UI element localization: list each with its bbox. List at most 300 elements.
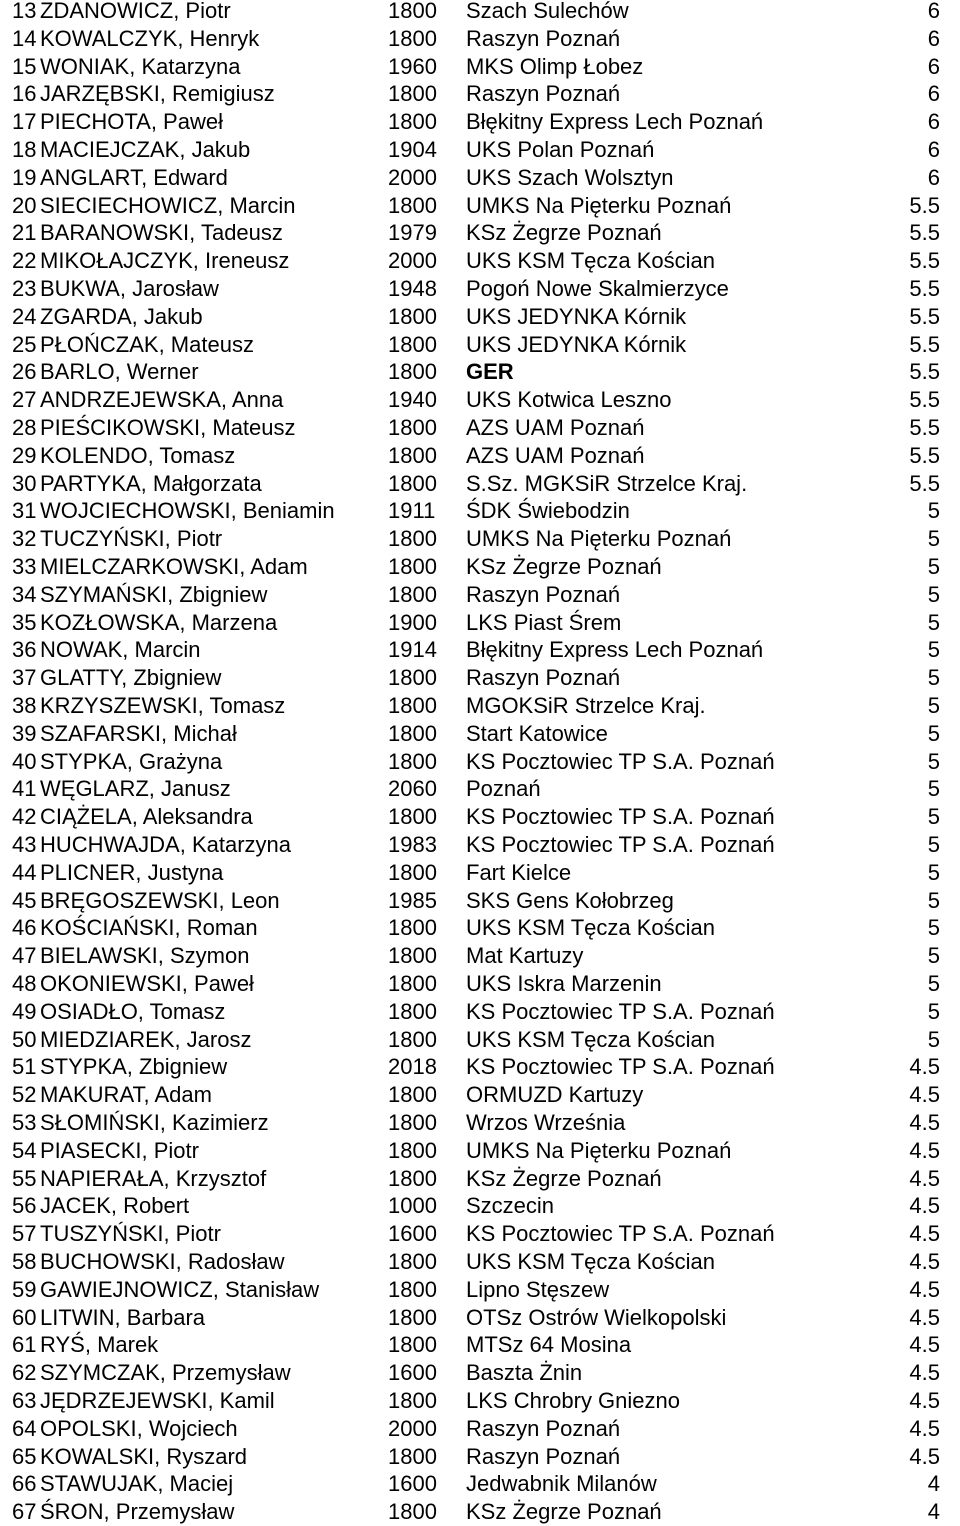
table-row [0, 887, 960, 915]
club-cell: LKS Piast Śrem [466, 609, 622, 635]
table-row [0, 1443, 960, 1471]
club-cell: MGOKSiR Strzelce Kraj. [466, 693, 706, 718]
rank-cell: 67 [12, 1499, 37, 1525]
player-name-cell: SZYMCZAK, Przemysław [40, 1360, 291, 1386]
points-cell: 4.5 [909, 1304, 940, 1330]
rating-cell: 1600 [388, 1221, 437, 1247]
points-cell: 4.5 [909, 1054, 940, 1080]
club-cell: UKS Kotwica Leszno [466, 387, 672, 413]
player-name-cell: MIELCZARKOWSKI, Adam [40, 554, 308, 579]
club-cell: Raszyn Poznań [466, 581, 621, 607]
player-name-cell: STYPKA, Grażyna [40, 748, 223, 774]
points-cell: 5 [927, 665, 940, 691]
points-cell: 4.5 [909, 1082, 940, 1108]
club-cell: Poznań [466, 776, 541, 802]
club-cell: OTSz Ostrów Wielkopolski [466, 1304, 727, 1330]
club-cell: Start Katowice [466, 720, 608, 746]
table-row [0, 470, 960, 498]
rank-cell: 46 [12, 915, 37, 941]
rating-cell: 1800 [388, 1110, 437, 1135]
rating-cell: 1985 [388, 887, 437, 913]
rating-cell: 1800 [388, 1137, 437, 1163]
points-cell: 4.5 [909, 1193, 940, 1219]
points-cell: 5.5 [909, 192, 940, 218]
club-cell: UKS Iskra Marzenin [466, 971, 662, 996]
club-cell: Mat Kartuzy [466, 943, 584, 969]
points-cell: 5.5 [909, 303, 940, 329]
table-row [0, 525, 960, 553]
player-name-cell: MIKOŁAJCZYK, Ireneusz [40, 248, 290, 274]
table-row [0, 775, 960, 803]
rank-cell: 14 [12, 25, 37, 51]
table-row [0, 358, 960, 386]
rating-cell: 2018 [388, 1054, 437, 1080]
club-cell: UKS JEDYNKA Kórnik [466, 303, 687, 329]
player-name-cell: CIĄŻELA, Aleksandra [40, 804, 253, 830]
table-row [0, 1415, 960, 1443]
table-row [0, 664, 960, 692]
rating-cell: 1800 [388, 720, 437, 746]
rank-cell: 40 [12, 748, 37, 774]
rating-cell: 1800 [388, 442, 437, 468]
rating-cell: 1800 [388, 1304, 437, 1330]
player-name-cell: BIELAWSKI, Szymon [40, 943, 250, 969]
points-cell: 5.5 [909, 248, 940, 274]
player-name-cell: OPOLSKI, Wojciech [40, 1415, 238, 1441]
points-cell: 6 [927, 25, 940, 51]
club-cell: Raszyn Poznań [466, 665, 621, 691]
club-cell: Raszyn Poznań [466, 25, 621, 51]
rank-cell: 20 [12, 192, 37, 218]
rank-cell: 51 [12, 1054, 37, 1080]
table-row [0, 1359, 960, 1387]
points-cell: 5 [927, 581, 940, 607]
points-cell: 4.5 [909, 1165, 940, 1191]
points-cell: 4.5 [909, 1415, 940, 1441]
rank-cell: 13 [12, 0, 37, 23]
table-row [0, 1470, 960, 1498]
points-cell: 5.5 [909, 276, 940, 301]
club-cell: GER [466, 359, 514, 385]
player-name-cell: BRĘGOSZEWSKI, Leon [40, 887, 280, 913]
points-cell: 5.5 [909, 442, 940, 468]
rating-cell: 1979 [388, 220, 437, 246]
table-row [0, 80, 960, 108]
player-name-cell: ZDANOWICZ, Piotr [40, 0, 231, 23]
club-cell: KS Pocztowiec TP S.A. Poznań [466, 998, 775, 1024]
points-cell: 5.5 [909, 331, 940, 357]
table-row [0, 1220, 960, 1248]
rank-cell: 62 [12, 1360, 37, 1386]
club-cell: KS Pocztowiec TP S.A. Poznań [466, 748, 775, 774]
club-cell: Lipno Stęszew [466, 1276, 610, 1302]
table-row [0, 1165, 960, 1193]
table-row [0, 442, 960, 470]
points-cell: 6 [927, 0, 940, 23]
table-row [0, 914, 960, 942]
table-row [0, 497, 960, 525]
club-cell: LKS Chrobry Gniezno [466, 1388, 680, 1413]
club-cell: SKS Gens Kołobrzeg [466, 887, 674, 913]
rating-cell: 2000 [388, 164, 437, 190]
rank-cell: 61 [12, 1332, 37, 1358]
rating-cell: 1800 [388, 192, 437, 218]
table-row [0, 859, 960, 887]
rank-cell: 15 [12, 53, 37, 79]
rating-cell: 1800 [388, 25, 437, 51]
rank-cell: 52 [12, 1082, 37, 1108]
player-name-cell: MIEDZIAREK, Jarosz [40, 1026, 252, 1052]
club-cell: Raszyn Poznań [466, 1443, 621, 1469]
rank-cell: 39 [12, 720, 37, 746]
club-cell: S.Sz. MGKSiR Strzelce Kraj. [466, 470, 748, 496]
rating-cell: 1960 [388, 53, 437, 79]
points-cell: 5 [927, 859, 940, 885]
rating-cell: 1800 [388, 331, 437, 357]
table-row [0, 581, 960, 609]
points-cell: 4.5 [909, 1332, 940, 1358]
rating-cell: 1800 [388, 943, 437, 969]
player-name-cell: GLATTY, Zbigniew [40, 665, 222, 691]
table-row [0, 720, 960, 748]
rank-cell: 59 [12, 1276, 37, 1302]
table-row [0, 331, 960, 359]
club-cell: Wrzos Września [466, 1110, 626, 1135]
player-name-cell: PŁOŃCZAK, Mateusz [40, 331, 254, 357]
player-name-cell: BARANOWSKI, Tadeusz [40, 220, 283, 246]
points-cell: 4.5 [909, 1137, 940, 1163]
points-cell: 5 [927, 1026, 940, 1052]
table-row [0, 303, 960, 331]
player-name-cell: MACIEJCZAK, Jakub [40, 137, 251, 162]
table-row [0, 25, 960, 53]
club-cell: KSz Żegrze Poznań [466, 220, 662, 246]
player-name-cell: SŁOMIŃSKI, Kazimierz [40, 1110, 269, 1135]
club-cell: KSz Żegrze Poznań [466, 554, 662, 579]
rank-cell: 23 [12, 276, 37, 301]
rating-cell: 1800 [388, 1276, 437, 1302]
points-cell: 5 [927, 971, 940, 996]
player-name-cell: NOWAK, Marcin [40, 637, 201, 663]
club-cell: KSz Żegrze Poznań [466, 1165, 662, 1191]
rating-cell: 1800 [388, 748, 437, 774]
table-row [0, 1192, 960, 1220]
rating-cell: 1800 [388, 415, 437, 440]
club-cell: Jedwabnik Milanów [466, 1471, 657, 1497]
rating-cell: 1800 [388, 804, 437, 830]
player-name-cell: NAPIERAŁA, Krzysztof [40, 1165, 267, 1191]
player-name-cell: SIECIECHOWICZ, Marcin [40, 192, 296, 218]
points-cell: 4.5 [909, 1276, 940, 1302]
table-row [0, 53, 960, 81]
table-row [0, 192, 960, 220]
points-cell: 5 [927, 998, 940, 1024]
player-name-cell: PIASECKI, Piotr [40, 1137, 199, 1163]
club-cell: UMKS Na Pięterku Poznań [466, 1137, 732, 1163]
club-cell: Błękitny Express Lech Poznań [466, 637, 764, 663]
points-cell: 5 [927, 637, 940, 663]
rating-cell: 1904 [388, 137, 437, 162]
rating-cell: 1800 [388, 1332, 437, 1358]
player-name-cell: OSIADŁO, Tomasz [40, 998, 226, 1024]
rank-cell: 41 [12, 776, 37, 802]
rank-cell: 38 [12, 693, 37, 718]
rating-cell: 1800 [388, 1165, 437, 1191]
player-name-cell: HUCHWAJDA, Katarzyna [40, 832, 292, 857]
rating-cell: 1940 [388, 387, 437, 413]
points-cell: 5 [927, 943, 940, 969]
points-cell: 5 [927, 804, 940, 830]
rank-cell: 18 [12, 137, 37, 162]
club-cell: UKS KSM Tęcza Kościan [466, 1026, 716, 1052]
rating-cell: 1800 [388, 1026, 437, 1052]
rating-cell: 2000 [388, 248, 437, 274]
rating-cell: 1800 [388, 0, 437, 23]
rank-cell: 64 [12, 1415, 37, 1441]
points-cell: 5 [927, 609, 940, 635]
rank-cell: 57 [12, 1221, 37, 1247]
player-name-cell: TUSZYŃSKI, Piotr [40, 1221, 221, 1247]
rank-cell: 32 [12, 526, 37, 552]
rank-cell: 24 [12, 303, 37, 329]
table-row [0, 1387, 960, 1415]
rank-cell: 28 [12, 415, 37, 440]
player-name-cell: KOZŁOWSKA, Marzena [40, 609, 278, 635]
player-name-cell: KOŚCIAŃSKI, Roman [40, 915, 258, 941]
player-name-cell: JACEK, Robert [40, 1193, 190, 1219]
rank-cell: 16 [12, 81, 37, 107]
rank-cell: 45 [12, 887, 37, 913]
points-cell: 5 [927, 554, 940, 579]
points-cell: 5 [927, 776, 940, 802]
rank-cell: 49 [12, 998, 37, 1024]
table-row [0, 414, 960, 442]
table-row [0, 553, 960, 581]
table-row [0, 275, 960, 303]
rank-cell: 48 [12, 971, 37, 996]
rating-cell: 1800 [388, 303, 437, 329]
table-row [0, 748, 960, 776]
player-name-cell: LITWIN, Barbara [40, 1304, 206, 1330]
club-cell: UKS Szach Wolsztyn [466, 164, 674, 190]
rating-cell: 1800 [388, 581, 437, 607]
points-cell: 5 [927, 887, 940, 913]
club-cell: UKS JEDYNKA Kórnik [466, 331, 687, 357]
rating-cell: 1800 [388, 665, 437, 691]
table-row [0, 1276, 960, 1304]
player-name-cell: KRZYSZEWSKI, Tomasz [40, 693, 286, 718]
rank-cell: 22 [12, 248, 37, 274]
club-cell: Błękitny Express Lech Poznań [466, 109, 764, 135]
player-name-cell: PLICNER, Justyna [40, 859, 224, 885]
rank-cell: 29 [12, 442, 37, 468]
table-row [0, 1053, 960, 1081]
club-cell: Fart Kielce [466, 859, 572, 885]
player-name-cell: GAWIEJNOWICZ, Stanisław [40, 1276, 320, 1302]
rating-cell: 1800 [388, 554, 437, 579]
rank-cell: 53 [12, 1110, 37, 1135]
points-cell: 5.5 [909, 470, 940, 496]
club-cell: ŚDK Świebodzin [466, 498, 630, 524]
rank-cell: 34 [12, 581, 37, 607]
rating-cell: 1600 [388, 1471, 437, 1497]
player-name-cell: MAKURAT, Adam [40, 1082, 212, 1108]
rating-cell: 1900 [388, 609, 437, 635]
points-cell: 4.5 [909, 1110, 940, 1135]
points-cell: 5 [927, 748, 940, 774]
points-cell: 5.5 [909, 387, 940, 413]
table-row [0, 219, 960, 247]
rank-cell: 65 [12, 1443, 37, 1469]
club-cell: Raszyn Poznań [466, 81, 621, 107]
player-name-cell: STYPKA, Zbigniew [40, 1054, 228, 1080]
points-cell: 5 [927, 720, 940, 746]
points-cell: 4 [927, 1471, 940, 1497]
rank-cell: 63 [12, 1388, 37, 1413]
points-cell: 4.5 [909, 1443, 940, 1469]
rating-cell: 2060 [388, 776, 437, 802]
player-name-cell: BUCHOWSKI, Radosław [40, 1249, 285, 1274]
player-name-cell: ANGLART, Edward [40, 164, 228, 190]
table-row [0, 1109, 960, 1137]
table-row [0, 609, 960, 637]
rating-cell: 1800 [388, 1082, 437, 1108]
rating-cell: 1000 [388, 1193, 437, 1219]
rating-cell: 1800 [388, 1388, 437, 1413]
club-cell: UKS KSM Tęcza Kościan [466, 248, 716, 274]
rank-cell: 35 [12, 609, 37, 635]
player-name-cell: STAWUJAK, Maciej [40, 1471, 234, 1497]
rank-cell: 25 [12, 331, 37, 357]
points-cell: 5.5 [909, 415, 940, 440]
points-cell: 5 [927, 526, 940, 552]
player-name-cell: ŚRON, Przemysław [40, 1499, 235, 1525]
table-row [0, 636, 960, 664]
points-cell: 6 [927, 53, 940, 79]
table-row [0, 1304, 960, 1332]
club-cell: UKS KSM Tęcza Kościan [466, 915, 716, 941]
points-cell: 6 [927, 81, 940, 107]
table-row [0, 247, 960, 275]
club-cell: UMKS Na Pięterku Poznań [466, 192, 732, 218]
rank-cell: 66 [12, 1471, 37, 1497]
rank-cell: 58 [12, 1249, 37, 1274]
points-cell: 6 [927, 164, 940, 190]
points-cell: 6 [927, 109, 940, 135]
table-row [0, 1026, 960, 1054]
player-name-cell: ANDRZEJEWSKA, Anna [40, 387, 284, 413]
player-name-cell: KOWALSKI, Ryszard [40, 1443, 248, 1469]
rating-cell: 1800 [388, 470, 437, 496]
table-row [0, 998, 960, 1026]
table-row [0, 0, 960, 25]
rating-cell: 1800 [388, 109, 437, 135]
table-row [0, 386, 960, 414]
club-cell: MKS Olimp Łobez [466, 53, 644, 79]
club-cell: KS Pocztowiec TP S.A. Poznań [466, 1054, 775, 1080]
rating-cell: 1983 [388, 832, 437, 857]
player-name-cell: ZGARDA, Jakub [40, 303, 203, 329]
club-cell: UKS Polan Poznań [466, 137, 655, 162]
rating-cell: 1800 [388, 359, 437, 385]
club-cell: MTSz 64 Mosina [466, 1332, 632, 1358]
rating-cell: 1800 [388, 526, 437, 552]
player-name-cell: KOLENDO, Tomasz [40, 442, 236, 468]
rating-cell: 1800 [388, 859, 437, 885]
table-row [0, 692, 960, 720]
club-cell: AZS UAM Poznań [466, 442, 645, 468]
table-row [0, 1331, 960, 1359]
table-row [0, 803, 960, 831]
rank-cell: 27 [12, 387, 37, 413]
rank-cell: 21 [12, 220, 37, 246]
rank-cell: 19 [12, 164, 37, 190]
player-name-cell: BUKWA, Jarosław [40, 276, 219, 301]
points-cell: 4.5 [909, 1221, 940, 1247]
player-name-cell: OKONIEWSKI, Paweł [40, 971, 254, 996]
rank-cell: 36 [12, 637, 37, 663]
club-cell: KS Pocztowiec TP S.A. Poznań [466, 832, 775, 857]
club-cell: KSz Żegrze Poznań [466, 1499, 662, 1525]
rank-cell: 26 [12, 359, 37, 385]
club-cell: KS Pocztowiec TP S.A. Poznań [466, 804, 775, 830]
points-cell: 5 [927, 693, 940, 718]
player-name-cell: RYŚ, Marek [40, 1332, 159, 1358]
rank-cell: 43 [12, 832, 37, 857]
rating-cell: 1800 [388, 693, 437, 718]
table-row [0, 1081, 960, 1109]
table-row [0, 831, 960, 859]
player-name-cell: SZAFARSKI, Michał [40, 720, 237, 746]
rank-cell: 60 [12, 1304, 37, 1330]
rank-cell: 47 [12, 943, 37, 969]
rank-cell: 30 [12, 470, 37, 496]
rank-cell: 31 [12, 498, 37, 524]
rank-cell: 50 [12, 1026, 37, 1052]
table-row [0, 942, 960, 970]
rating-cell: 1800 [388, 915, 437, 941]
points-cell: 5 [927, 915, 940, 941]
rank-cell: 42 [12, 804, 37, 830]
club-cell: ORMUZD Kartuzy [466, 1082, 644, 1108]
points-cell: 5 [927, 498, 940, 524]
points-cell: 4.5 [909, 1360, 940, 1386]
points-cell: 4.5 [909, 1388, 940, 1413]
player-name-cell: PIEŚCIKOWSKI, Mateusz [40, 415, 296, 440]
club-cell: UMKS Na Pięterku Poznań [466, 526, 732, 552]
player-name-cell: KOWALCZYK, Henryk [40, 25, 260, 51]
player-name-cell: SZYMAŃSKI, Zbigniew [40, 581, 268, 607]
table-row [0, 1248, 960, 1276]
rating-cell: 1800 [388, 971, 437, 996]
player-name-cell: JARZĘBSKI, Remigiusz [40, 81, 275, 107]
rating-cell: 1911 [388, 498, 436, 524]
table-row [0, 1137, 960, 1165]
rank-cell: 33 [12, 554, 37, 579]
table-row [0, 108, 960, 136]
rank-cell: 56 [12, 1193, 37, 1219]
player-name-cell: JĘDRZEJEWSKI, Kamil [40, 1388, 275, 1413]
table-row [0, 970, 960, 998]
player-name-cell: TUCZYŃSKI, Piotr [40, 526, 223, 552]
rating-cell: 1800 [388, 81, 437, 107]
rank-cell: 37 [12, 665, 37, 691]
table-row [0, 136, 960, 164]
rating-cell: 1800 [388, 1443, 437, 1469]
club-cell: Raszyn Poznań [466, 1415, 621, 1441]
player-name-cell: WOJCIECHOWSKI, Beniamin [40, 498, 335, 524]
table-row [0, 164, 960, 192]
